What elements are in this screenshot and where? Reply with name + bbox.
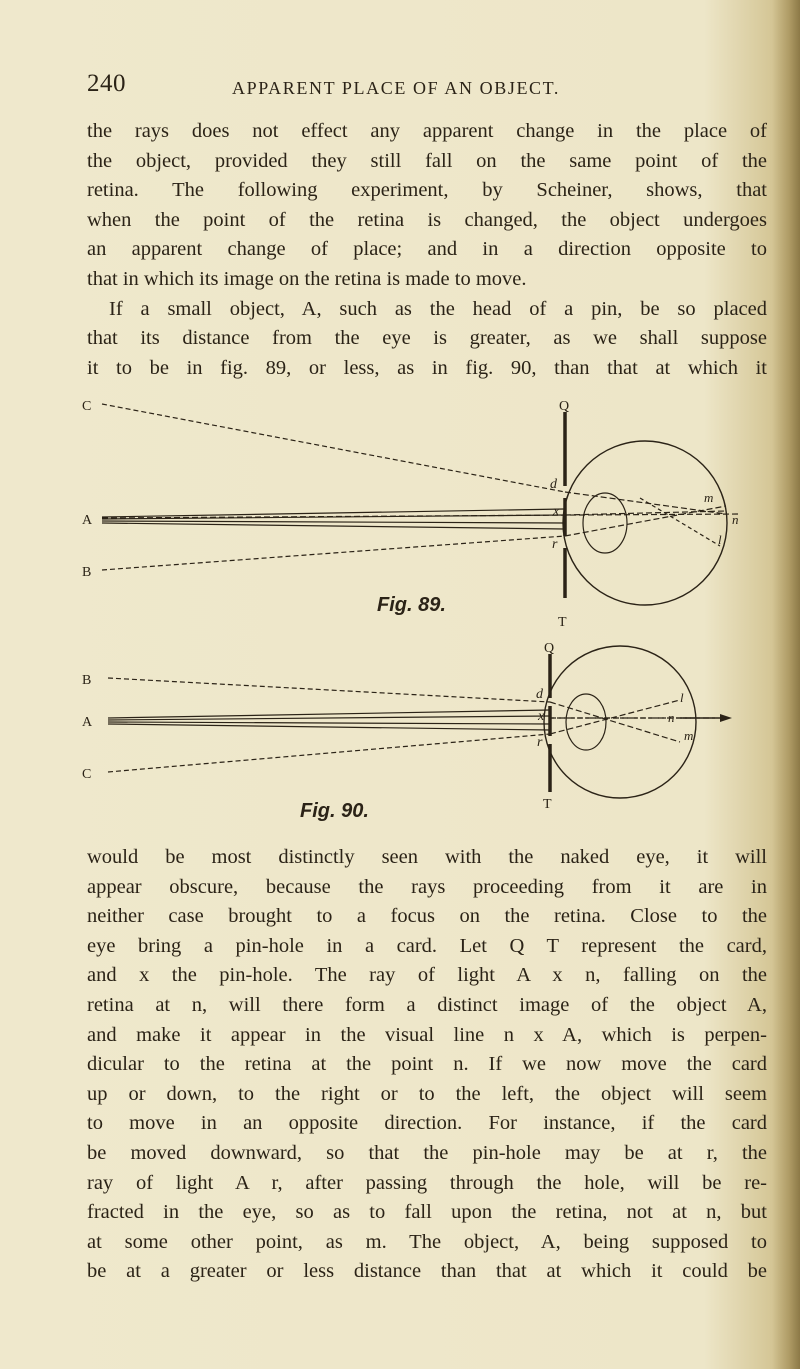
text-line: retina. The following experiment, by Scheiner, shows, that xyxy=(87,179,767,202)
text-line: eye bring a pin-hole in a card. Let Q T represent the card, xyxy=(87,934,767,957)
text-line: and make it appear in the visual line n x A, which is perpen- xyxy=(87,1023,767,1046)
label-c-90: C xyxy=(82,767,92,782)
text-line: that its distance from the eye is greater, as we shall suppose xyxy=(87,327,767,350)
label-a: A xyxy=(82,513,93,528)
text-line: it to be in fig. 89, or less, as in fig. 90, than that at which it xyxy=(87,356,767,379)
text-line: appear obscure, because the rays proceeding from it are in xyxy=(87,875,767,898)
text-line: dicular to the retina at the point n. If we now move the card xyxy=(87,1053,767,1076)
eye-globe xyxy=(563,441,727,605)
text-line: to move in an opposite direction. For instance, if the card xyxy=(87,1112,767,1135)
ray-b xyxy=(102,536,565,570)
label-a-90: A xyxy=(82,715,93,730)
ray-c-90 xyxy=(108,734,550,772)
label-r: r xyxy=(552,537,558,552)
running-head: APPARENT PLACE OF AN OBJECT. xyxy=(232,78,561,98)
label-l: l xyxy=(718,532,722,547)
ray-b-90 xyxy=(108,678,550,702)
figure-89 xyxy=(80,398,770,630)
ray-a-90-3 xyxy=(108,722,550,724)
text-line: be at a greater or less distance than that at which it could be xyxy=(87,1260,767,1283)
text-line: the object, provided they still fall on the same point of the xyxy=(87,149,767,172)
eye-lens xyxy=(583,493,627,553)
figure-90 xyxy=(80,640,770,840)
label-t: T xyxy=(558,615,567,630)
label-l-90: l xyxy=(680,690,684,705)
text-line: retina at n, will there form a distinct image of the object A, xyxy=(87,993,767,1016)
ray-c xyxy=(102,404,565,492)
text-line: up or down, to the right or to the left, the object will seem xyxy=(87,1082,767,1105)
eye-lens-90 xyxy=(566,694,606,750)
text-line: the rays does not effect any apparent change in the place of xyxy=(87,120,767,142)
label-m: m xyxy=(704,490,714,505)
text-line: ray of light A r, after passing through the hole, will be re- xyxy=(87,1171,767,1194)
text-line: that in which its image on the retina is made to move. xyxy=(87,267,527,290)
label-q: Q xyxy=(559,399,570,414)
ray-a-4 xyxy=(102,523,564,529)
label-x-90: x xyxy=(538,709,545,724)
label-b: B xyxy=(82,565,92,580)
figure-90-caption: Fig. 90. xyxy=(300,800,369,822)
text-line: fracted in the eye, so as to fall upon the retina, not at n, but xyxy=(87,1201,767,1224)
label-c: C xyxy=(82,399,92,414)
ray-a-3 xyxy=(102,521,564,523)
label-b-90: B xyxy=(82,673,92,688)
figure-89-caption: Fig. 89. xyxy=(377,594,446,616)
label-r-90: r xyxy=(537,735,543,750)
label-n: n xyxy=(732,512,739,527)
text-line: neither case brought to a focus on the retina. Close to the xyxy=(87,905,767,928)
ray-a-90-4 xyxy=(108,724,550,730)
text-line: If a small object, A, such as the head of a pin, be so placed xyxy=(109,297,767,320)
text-line: when the point of the retina is changed, the object undergoes xyxy=(87,208,767,231)
label-x: x xyxy=(553,504,560,519)
paragraph-top xyxy=(87,117,767,383)
figure-90-diagram xyxy=(80,640,770,810)
label-d: d xyxy=(550,477,557,492)
refracted-4 xyxy=(640,498,720,546)
refracted-3 xyxy=(565,506,726,536)
refracted90-1 xyxy=(550,702,680,742)
label-m-90: m xyxy=(684,728,694,743)
text-line: and x the pin-hole. The ray of light A x n, falling on the xyxy=(87,964,767,987)
ray-a-axis xyxy=(102,514,740,518)
label-t-90: T xyxy=(543,797,552,812)
text-line: would be most distinctly seen with the naked eye, it will xyxy=(87,846,767,868)
arrow-head-90 xyxy=(720,714,732,722)
label-d-90: d xyxy=(536,687,543,702)
page-edge-shadow xyxy=(772,0,800,1369)
text-line: be moved downward, so that the pin-hole may be at r, the xyxy=(87,1141,767,1164)
label-n-90: n xyxy=(668,710,675,725)
paragraph-bottom xyxy=(87,843,767,1287)
label-q-90: Q xyxy=(544,641,555,656)
page-number: 240 xyxy=(87,70,126,97)
text-line: an apparent change of place; and in a direction opposite to xyxy=(87,238,767,261)
text-line: at some other point, as m. The object, A, being supposed to xyxy=(87,1230,767,1253)
page-header xyxy=(87,70,727,106)
figure-89-diagram xyxy=(80,398,770,630)
